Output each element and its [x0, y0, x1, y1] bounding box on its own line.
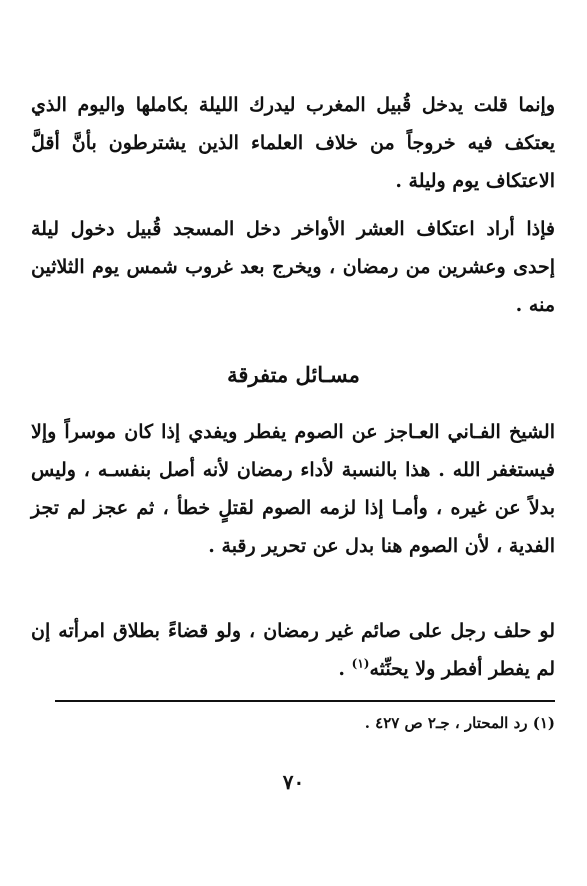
paragraph-2: فإذا أراد اعتكاف العشر الأواخر دخل المسجد قُبيل دخول ليلة إحدى وعشرين من رمضان ، ويخرج بعد غروب شمس يوم الثلاثين منه . [31, 218, 555, 316]
paragraph-4 [31, 612, 555, 688]
section-heading: مسـائل متفرقة [227, 362, 360, 387]
footnote-divider [55, 700, 555, 702]
page-number: ٧٠ [282, 770, 305, 794]
paragraph-3: الشيخ الفـاني العـاجز عن الصوم يفطر ويفدي إذا كان موسراً وإلا فيستغفر الله . هذا بالنسبة لأداء رمضان لأنه أصل بنفسـه ، وليس بدلاً عن غيره ، وأمـا إذا لزمه الصوم لقتلٍ خطأ ، ثم عجز لم تجز الفدية ، لأن الصوم هنا بدل عن تحرير رقبة . [31, 421, 555, 557]
paragraph-4-text: لو حلف رجل على صائم غير رمضان ، ولو قضاءً بطلاق امرأته إن لم يفطر أفطر ولا يحنِّثه [31, 620, 555, 680]
footnote: (١) رد المحتار ، جـ٢ ص ٤٢٧ . [364, 714, 555, 732]
footnote-reference[interactable]: (١) [351, 656, 370, 671]
paragraph-4-end: . [338, 658, 352, 680]
paragraph-1: وإنما قلت يدخل قُبيل المغرب ليدرك الليلة بكاملها واليوم الذي يعتكف فيه خروجاً من خلاف العلماء الذين يشترطون بأنَّ أقلَّ الاعتكاف يوم وليلة . [31, 94, 555, 192]
